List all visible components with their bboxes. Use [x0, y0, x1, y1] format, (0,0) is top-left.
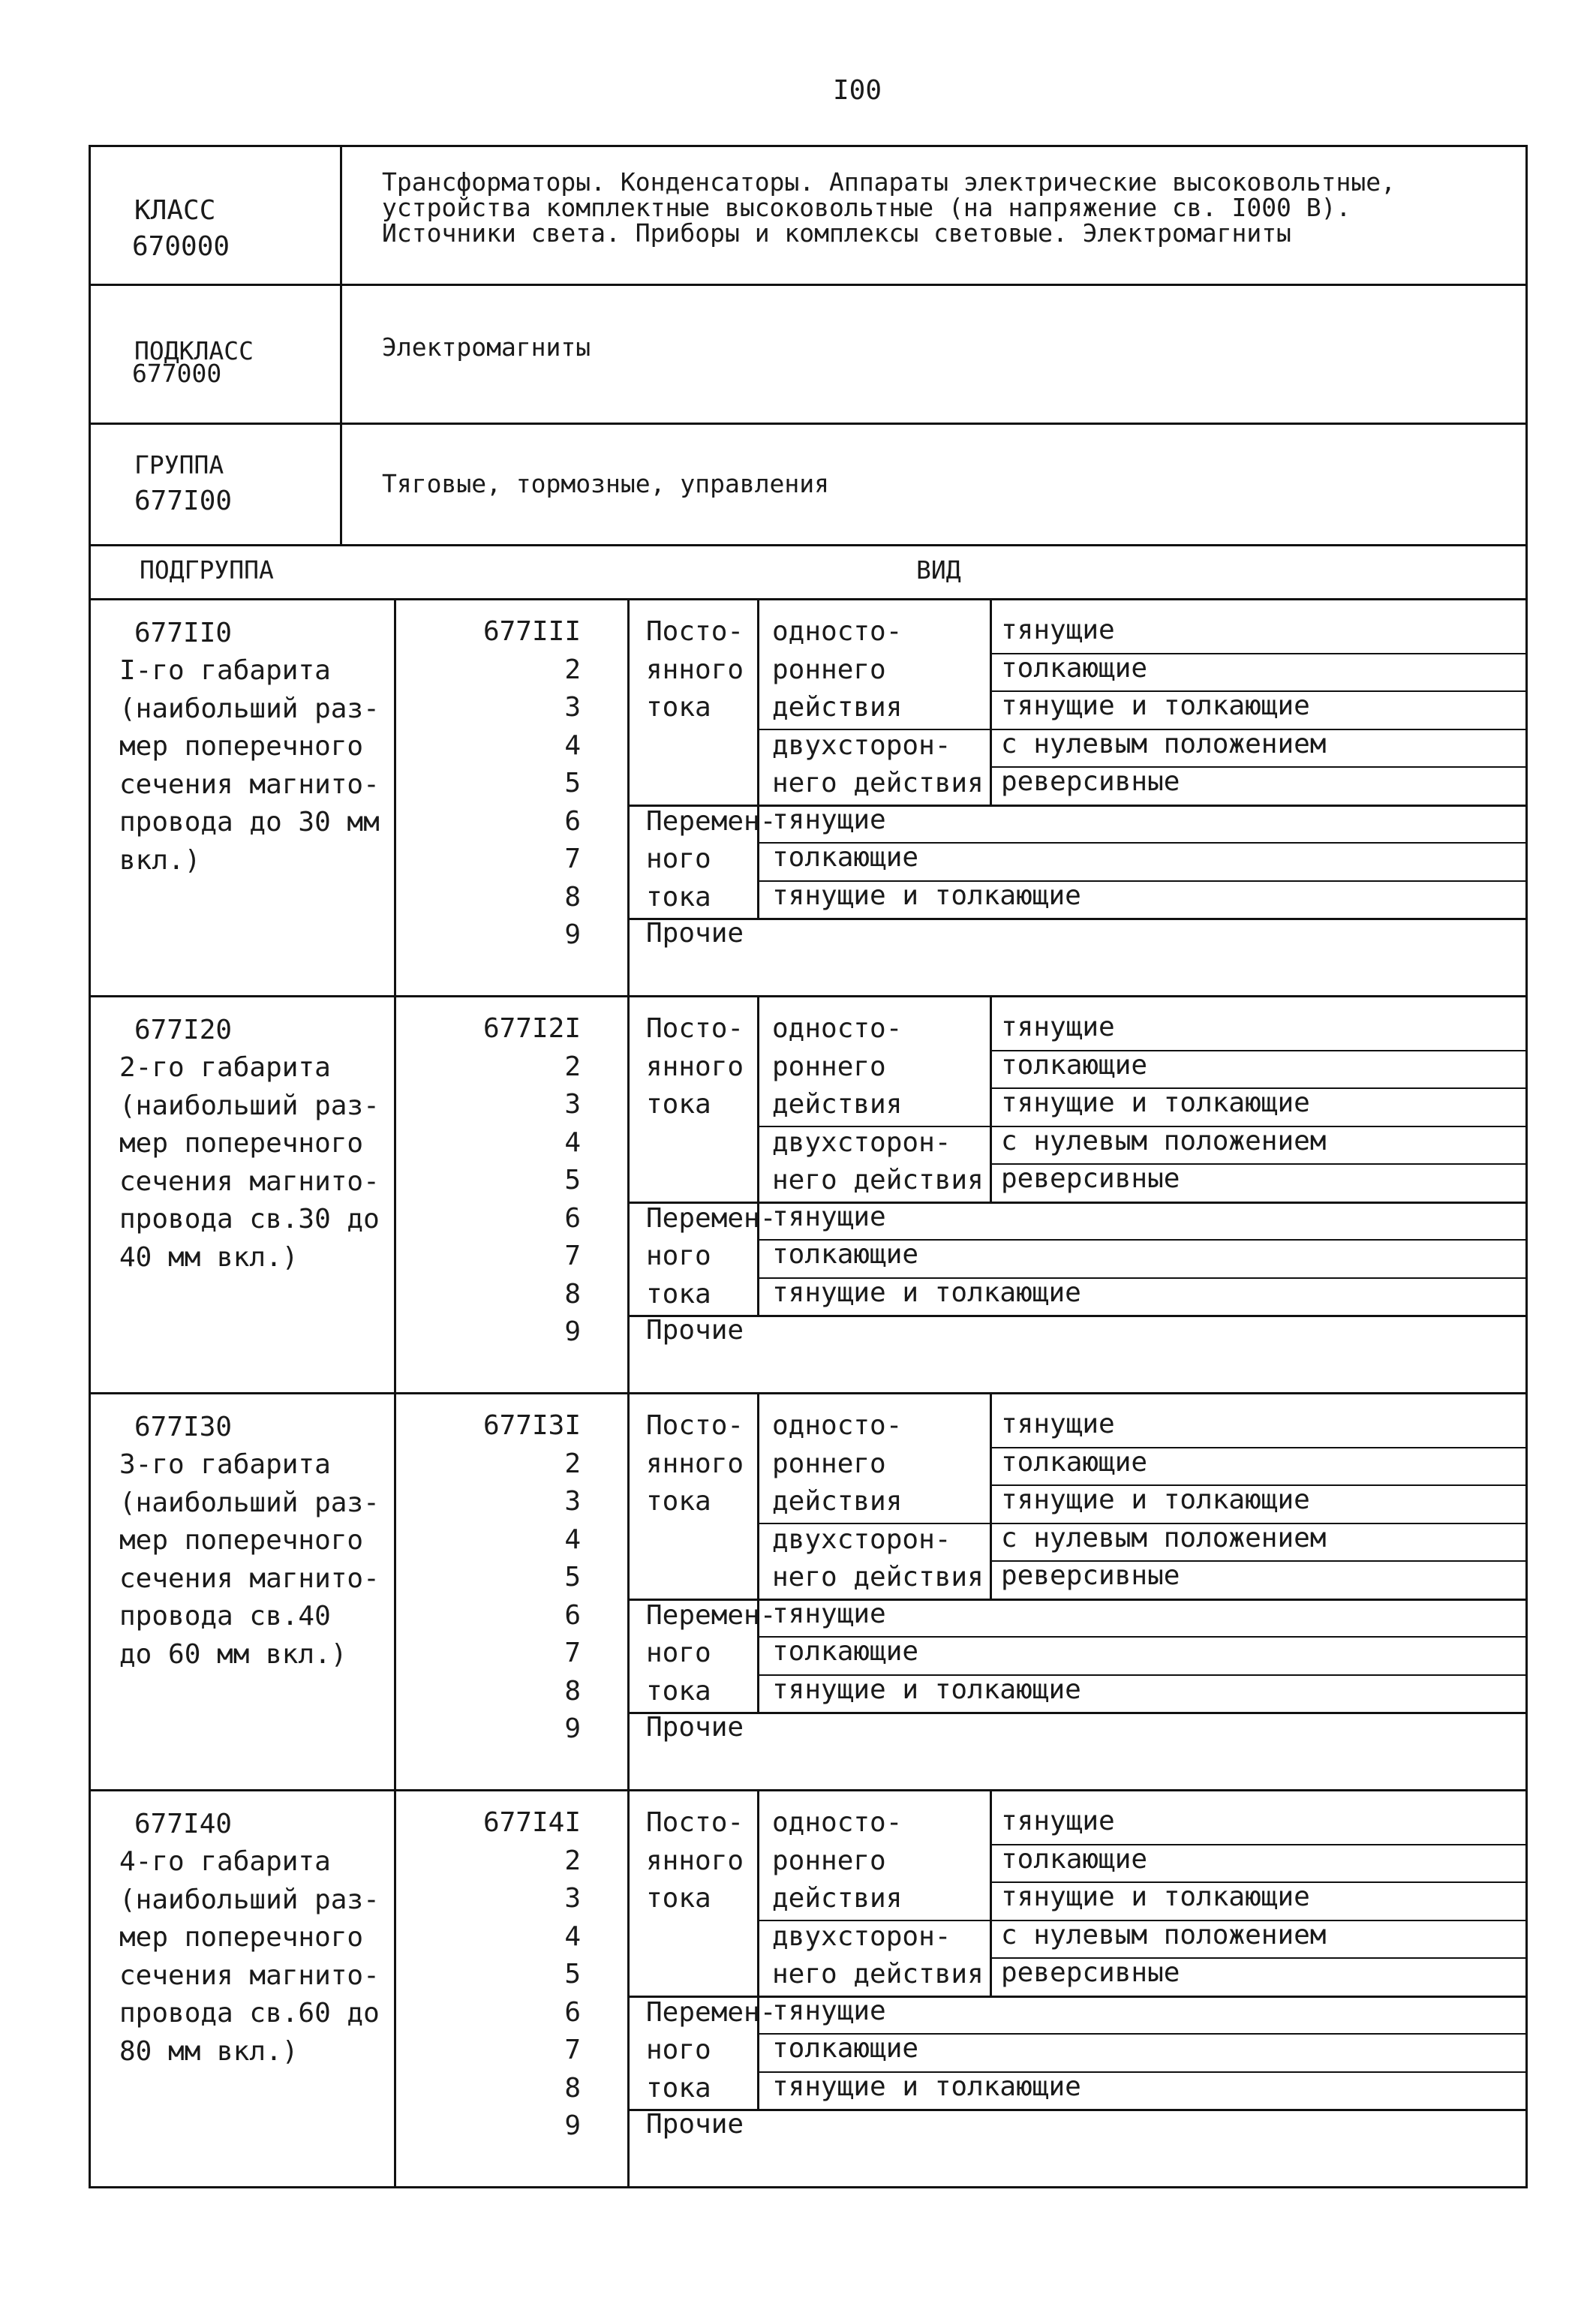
vid-number: 8	[564, 2072, 581, 2104]
subgroup-column-header: ПОДГРУППА	[140, 555, 274, 585]
subgroup-bottom-line	[91, 1392, 1525, 1394]
ac-label: ного	[646, 2035, 711, 2065]
current-divider	[757, 997, 759, 1315]
other-row-line	[627, 2109, 1525, 2111]
one-sided-label: роннего	[772, 1051, 886, 1082]
ac-label: тока	[646, 1278, 711, 1310]
kind-pull_push: тянущие и толкающие	[1001, 1881, 1310, 1912]
ac-kind-pushing: толкающие	[772, 842, 919, 873]
ac-label: тока	[646, 1675, 711, 1707]
subgroup-desc-line: (наибольший раз-	[119, 1884, 380, 1915]
kind-zero: с нулевым положением	[1001, 1125, 1327, 1157]
ac-kind-pulling: тянущие	[772, 1201, 886, 1232]
kind-pull_push: тянущие и толкающие	[1001, 690, 1310, 721]
kind-pulling: тянущие	[1001, 1012, 1115, 1042]
other-row-line	[627, 918, 1525, 920]
vid-number: 2	[564, 1448, 581, 1479]
kind-zero: с нулевым положением	[1001, 1522, 1327, 1554]
subgroup-bottom-line	[91, 2186, 1525, 2188]
kind-pulling: тянущие	[1001, 1806, 1115, 1836]
ac-kind-pushing: толкающие	[772, 1239, 919, 1270]
dc-label: янного	[646, 1845, 744, 1876]
column-header-border	[91, 598, 1525, 600]
one-sided-label: роннего	[772, 1448, 886, 1479]
vid-number: 4	[564, 1523, 581, 1555]
kind-reversible: реверсивные	[1001, 1560, 1180, 1591]
gruppa-label: ГРУППА	[134, 450, 224, 480]
kind-pushing: толкающие	[1001, 1049, 1148, 1081]
dc-label: Посто-	[646, 616, 744, 647]
subgroup-desc-line: сечения магнито-	[119, 1166, 380, 1197]
dc-label: Посто-	[646, 1410, 744, 1441]
ac-kind-pulling: тянущие	[772, 1598, 886, 1629]
dc-label: тока	[646, 1486, 711, 1517]
vid-number: 8	[564, 1278, 581, 1310]
dc-label: тока	[646, 1089, 711, 1120]
other-row-line	[627, 1315, 1525, 1317]
dc-label: Посто-	[646, 1013, 744, 1044]
kind-pulling: тянущие	[1001, 615, 1115, 645]
subgroup-bottom-line	[91, 1789, 1525, 1791]
ac-label: Перемен-	[646, 1599, 777, 1631]
vid-number: 2	[564, 654, 581, 685]
ac-label: тока	[646, 881, 711, 913]
subgroup-desc-line: сечения магнито-	[119, 1563, 380, 1594]
subgroup-desc-line: вкл.)	[119, 844, 201, 876]
ac-kind-pulling: тянущие	[772, 804, 886, 835]
ac-label: Перемен-	[646, 1996, 777, 2028]
dc-label: янного	[646, 654, 744, 685]
vid-number: 9	[564, 919, 581, 950]
subgroup-desc-line: 40 мм вкл.)	[119, 1241, 299, 1273]
vid-number: 7	[564, 1241, 581, 1271]
subgroup-code: 677I20	[134, 1015, 233, 1045]
code-divider	[627, 997, 630, 1394]
subgroup-divider	[394, 600, 396, 997]
subgroup-code: 677II0	[134, 618, 233, 648]
vid-column-header: ВИД	[916, 555, 961, 585]
vid-number: 6	[564, 1202, 581, 1234]
subgroup-desc-line: мер поперечного	[119, 1128, 364, 1159]
subgroup-desc-line: 2-го габарита	[119, 1052, 331, 1083]
subgroup-desc-line: сечения магнито-	[119, 769, 380, 800]
classification-table	[89, 145, 1528, 2188]
vid-number: 4	[564, 729, 581, 761]
subgroup-desc-line: 80 мм вкл.)	[119, 2035, 299, 2067]
subgroup-desc-line: мер поперечного	[119, 1525, 364, 1556]
vid-code: 677III	[482, 616, 581, 647]
subgroup-desc-line: мер поперечного	[119, 1922, 364, 1953]
kind-zero: с нулевым положением	[1001, 728, 1327, 759]
vid-code: 677I3I	[482, 1410, 581, 1441]
subgroup-code: 677I40	[134, 1809, 233, 1839]
kind-pushing: толкающие	[1001, 1843, 1148, 1875]
code-divider	[627, 1394, 630, 1791]
kind-other: Прочие	[646, 918, 744, 949]
kind-reversible: реверсивные	[1001, 766, 1180, 797]
kind-pushing: толкающие	[1001, 1446, 1148, 1478]
ac-kind-pull_push: тянущие и толкающие	[772, 2071, 1081, 2102]
vid-number: 2	[564, 1845, 581, 1876]
vid-number: 4	[564, 1921, 581, 1952]
subgroup-divider	[394, 1791, 396, 2188]
ac-kind-pull_push: тянущие и толкающие	[772, 1277, 1081, 1308]
action-divider	[990, 997, 992, 1202]
subgroup-desc-line: I-го габарита	[119, 655, 331, 686]
two-sided-label: него действия	[772, 1959, 984, 1990]
subgroup-desc-line: провода св.60 до	[119, 1998, 380, 2029]
kind-pushing: толкающие	[1001, 652, 1148, 684]
gruppa-text: Тяговые, тормозные, управления	[382, 469, 830, 498]
subgroup-desc-line: провода св.30 до	[119, 1204, 380, 1235]
ac-label: ного	[646, 844, 711, 874]
kind-zero: с нулевым положением	[1001, 1919, 1327, 1951]
kind-other: Прочие	[646, 1315, 744, 1346]
vid-number: 3	[564, 1089, 581, 1120]
dc-label: Посто-	[646, 1807, 744, 1838]
subgroup-desc-line: мер поперечного	[119, 731, 364, 762]
ac-kind-pull_push: тянущие и толкающие	[772, 1674, 1081, 1705]
dc-label: тока	[646, 1883, 711, 1914]
subgroup-desc-line: до 60 мм вкл.)	[119, 1638, 347, 1670]
other-row-line	[627, 1712, 1525, 1714]
vid-number: 6	[564, 1996, 581, 2028]
current-divider	[757, 600, 759, 918]
klass-row-border	[91, 284, 1525, 286]
one-sided-label: действия	[772, 1089, 903, 1120]
two-sided-label: него действия	[772, 1165, 984, 1196]
current-divider	[757, 1791, 759, 2109]
dc-label: янного	[646, 1448, 744, 1479]
vid-number: 3	[564, 1486, 581, 1517]
ac-label: Перемен-	[646, 805, 777, 837]
vid-number: 5	[564, 1959, 581, 1990]
subgroup-desc-line: провода св.40	[119, 1601, 331, 1632]
one-sided-label: действия	[772, 1486, 903, 1517]
vid-number: 5	[564, 768, 581, 799]
vid-number: 5	[564, 1562, 581, 1593]
two-sided-label: двухсторон-	[772, 1126, 951, 1158]
one-sided-label: односто-	[772, 1013, 903, 1044]
vid-number: 9	[564, 1713, 581, 1744]
one-sided-label: роннего	[772, 1845, 886, 1876]
subgroup-desc-line: (наибольший раз-	[119, 1487, 380, 1518]
ac-kind-pulling: тянущие	[772, 1995, 886, 2026]
vid-code: 677I4I	[482, 1807, 581, 1838]
podklass-code: 677000	[132, 359, 222, 388]
kind-other: Прочие	[646, 1712, 744, 1743]
one-sided-label: односто-	[772, 616, 903, 647]
vid-code: 677I2I	[482, 1013, 581, 1044]
kind-pull_push: тянущие и толкающие	[1001, 1087, 1310, 1118]
vid-number: 3	[564, 692, 581, 723]
one-sided-label: односто-	[772, 1410, 903, 1441]
podklass-label: ПОДКЛАСС	[134, 336, 254, 365]
subgroup-desc-line: (наибольший раз-	[119, 693, 380, 724]
dc-label: тока	[646, 692, 711, 723]
ac-kind-pushing: толкающие	[772, 2033, 919, 2064]
kind-pull_push: тянущие и толкающие	[1001, 1484, 1310, 1515]
subgroup-desc-line: 3-го габарита	[119, 1449, 331, 1480]
two-sided-label: двухсторон-	[772, 729, 951, 761]
ac-label: тока	[646, 2072, 711, 2104]
page-number: I00	[833, 75, 882, 106]
subgroup-divider	[394, 997, 396, 1394]
one-sided-label: действия	[772, 692, 903, 723]
vid-number: 8	[564, 881, 581, 913]
subgroup-desc-line: провода до 30 мм	[119, 807, 380, 838]
action-divider	[990, 1394, 992, 1599]
klass-label: КЛАСС	[134, 195, 216, 226]
podklass-row-border	[91, 423, 1525, 425]
vid-number: 4	[564, 1126, 581, 1158]
action-divider	[990, 600, 992, 805]
kind-reversible: реверсивные	[1001, 1957, 1180, 1988]
vid-number: 5	[564, 1165, 581, 1196]
klass-code: 670000	[132, 231, 230, 262]
vid-number: 8	[564, 1675, 581, 1707]
two-sided-label: двухсторон-	[772, 1523, 951, 1555]
ac-label: ного	[646, 1638, 711, 1668]
gruppa-row-border	[91, 544, 1525, 546]
subgroup-bottom-line	[91, 995, 1525, 997]
two-sided-label: него действия	[772, 768, 984, 799]
vid-number: 6	[564, 1599, 581, 1631]
action-divider	[990, 1791, 992, 1996]
vid-number: 7	[564, 844, 581, 874]
klass-text-3: Источники света. Приборы и комплексы световые. Электромагниты	[382, 218, 1291, 248]
two-sided-label: двухсторон-	[772, 1921, 951, 1952]
klass-text-1: Трансформаторы. Конденсаторы. Аппараты электрические высоковольтные,	[382, 167, 1396, 197]
vid-number: 3	[564, 1883, 581, 1914]
subgroup-desc-line: сечения магнито-	[119, 1960, 380, 1991]
vid-number: 2	[564, 1051, 581, 1082]
vid-number: 7	[564, 2035, 581, 2065]
ac-label: ного	[646, 1241, 711, 1271]
kind-reversible: реверсивные	[1001, 1163, 1180, 1194]
one-sided-label: односто-	[772, 1807, 903, 1838]
code-divider	[627, 600, 630, 997]
current-divider	[757, 1394, 759, 1712]
kind-other: Прочие	[646, 2109, 744, 2140]
ac-kind-pushing: толкающие	[772, 1636, 919, 1667]
subgroup-code: 677I30	[134, 1412, 233, 1442]
klass-text-2: устройства комплектные высоковольтные (на напряжение св. I000 В).	[382, 193, 1351, 222]
subgroup-desc-line: (наибольший раз-	[119, 1090, 380, 1121]
vid-number: 7	[564, 1638, 581, 1668]
header-divider	[340, 147, 342, 546]
one-sided-label: действия	[772, 1883, 903, 1914]
dc-label: янного	[646, 1051, 744, 1082]
podklass-text: Электромагниты	[382, 332, 591, 362]
ac-label: Перемен-	[646, 1202, 777, 1234]
two-sided-label: него действия	[772, 1562, 984, 1593]
vid-number: 9	[564, 2110, 581, 2141]
ac-kind-pull_push: тянущие и толкающие	[772, 880, 1081, 911]
code-divider	[627, 1791, 630, 2188]
vid-number: 6	[564, 805, 581, 837]
vid-number: 9	[564, 1316, 581, 1347]
kind-pulling: тянущие	[1001, 1409, 1115, 1439]
one-sided-label: роннего	[772, 654, 886, 685]
gruppa-code: 677I00	[134, 486, 233, 516]
subgroup-divider	[394, 1394, 396, 1791]
subgroup-desc-line: 4-го габарита	[119, 1846, 331, 1877]
